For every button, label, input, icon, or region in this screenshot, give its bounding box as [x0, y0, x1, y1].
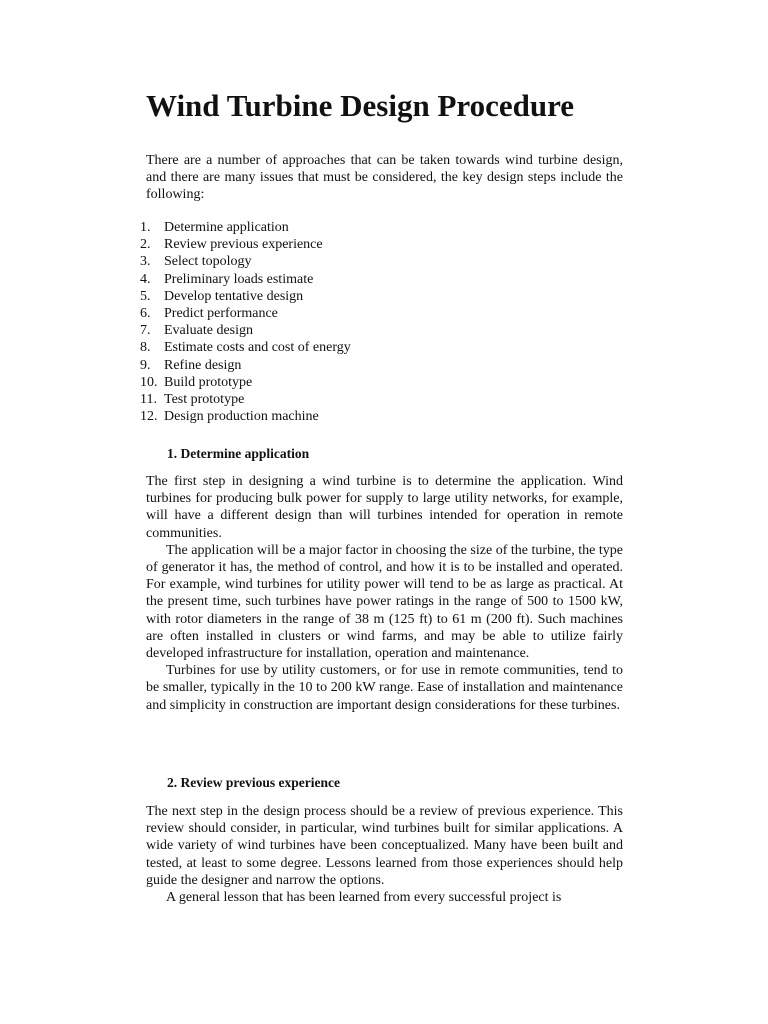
list-item-text: Select topology [164, 254, 252, 270]
list-item-number: 10. [140, 374, 158, 390]
list-item-text: Refine design [164, 357, 242, 373]
section-paragraph: The application will be a major factor in choosing the size of the turbine, the type of generator it has, the method of control, and how it is to be installed and operated. For example, wind turbines for utility power will tend to be as large as practical. At the present time, such turbines have power ratings in the range of 500 to 1500 kW, with rotor diameters in the range of 38 m (125 ft) to 61 m (200 ft). Such machines are often installed in clusters or wind farms, and may be able to utilize fairly developed infrastructure for installation, operation and maintenance. [146, 542, 623, 662]
list-item [140, 339, 351, 356]
list-item-number: 6. [140, 306, 151, 322]
list-item [140, 322, 351, 339]
list-item-number: 4. [140, 271, 151, 287]
list-item-text: Evaluate design [164, 323, 254, 339]
list-item-number: 7. [140, 323, 151, 339]
section-body-determine-application [146, 473, 623, 714]
list-item-text: Build prototype [164, 374, 253, 390]
list-item-text: Test prototype [164, 392, 245, 408]
list-item-text: Develop tentative design [164, 288, 304, 304]
list-item-number: 3. [140, 254, 151, 270]
list-item-text: Estimate costs and cost of energy [164, 340, 351, 356]
list-item-number: 1. [140, 220, 151, 235]
list-item [140, 305, 351, 322]
list-item [140, 253, 351, 270]
list-item [140, 219, 351, 236]
list-item-text: Preliminary loads estimate [164, 271, 314, 287]
list-item-number: 11. [140, 392, 157, 408]
list-item-number: 9. [140, 357, 151, 373]
list-item-text: Determine application [164, 220, 289, 235]
list-item [140, 391, 351, 408]
list-item-text: Predict performance [164, 306, 278, 322]
section-paragraph: The next step in the design process should be a review of previous experience. This review should consider, in particular, wind turbines built for similar applications. A wide variety of wind turbines have been conceptualized. Many have been built and tested, at least to some degree. Lessons learned from those experiences should help guide the designer and narrow the options. [146, 804, 623, 888]
list-item [140, 236, 351, 253]
list-item [140, 271, 351, 288]
document-title: Wind Turbine Design Procedure [146, 88, 575, 123]
intro-paragraph: There are a number of approaches that can be taken towards wind turbine design, and there are many issues that must be considered, the key design steps include the following: [146, 153, 623, 203]
list-item-text: Review previous experience [164, 237, 323, 253]
list-item-number: 8. [140, 340, 151, 356]
section-paragraph: A general lesson that has been learned from every successful project is [166, 890, 562, 906]
design-steps-list [140, 219, 351, 425]
section-heading-review-previous-experience: 2. Review previous experience [167, 775, 340, 790]
list-item-number: 12. [140, 409, 158, 425]
list-item [140, 357, 351, 374]
section-body-review-previous-experience [146, 803, 623, 932]
section-paragraph: Turbines for use by utility customers, or for use in remote communities, tend to be smaller, typically in the 10 to 200 kW range. Ease of installation and maintenance and simplicity in construction are important design considerations for these turbines. [146, 663, 623, 713]
list-item [140, 408, 351, 425]
list-item-number: 2. [140, 237, 151, 253]
section-heading-determine-application: 1. Determine application [167, 446, 310, 461]
list-item [140, 288, 351, 305]
list-item-text: Design production machine [164, 409, 319, 425]
section-paragraph: The first step in designing a wind turbine is to determine the application. Wind turbines for producing bulk power for supply to large utility networks, for example, will have a different design than will turbines intended for operation in remote communities. [146, 474, 623, 541]
list-item [140, 374, 351, 391]
list-item-number: 5. [140, 288, 151, 304]
